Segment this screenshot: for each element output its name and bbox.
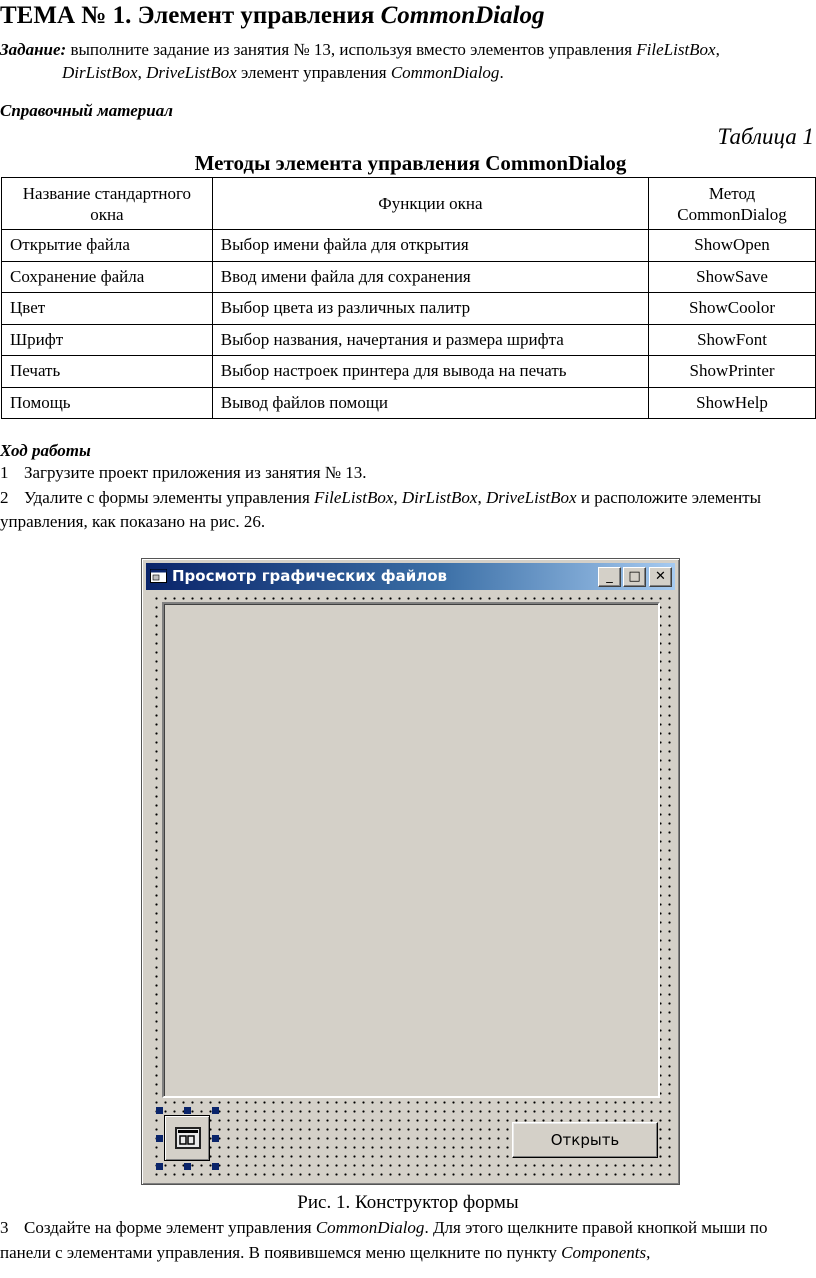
page-title: ТЕМА № 1. Элемент управления CommonDialog [0,2,545,29]
selection-handle[interactable] [212,1135,219,1142]
methods-table [1,177,816,419]
dialog-glyph-icon [177,1129,199,1147]
table-cell: ShowOpen [649,230,816,262]
picture-box[interactable] [162,602,660,1098]
table-number: Таблица 1 [717,124,814,149]
table-header-cell: Метод CommonDialog [649,178,816,230]
table-cell: Выбор названия, начертания и размера шрифта [212,324,648,356]
minimize-button[interactable]: _ [598,567,621,587]
table-header-cell: Функции окна [212,178,648,230]
table-cell: Помощь [2,387,213,419]
form-designer-window [141,558,680,1185]
open-button[interactable]: Открыть [512,1122,658,1158]
table-cell: ShowSave [649,261,816,293]
table-row [2,324,816,356]
common-dialog-control[interactable] [164,1115,210,1161]
table-cell: Шрифт [2,324,213,356]
table-row [2,261,816,293]
selection-handle[interactable] [156,1163,163,1170]
selection-handle[interactable] [184,1163,191,1170]
table-cell: ShowFont [649,324,816,356]
step-1: 1 Загрузите проект приложения из занятия № 13. [0,463,367,482]
table-cell: Выбор имени файла для открытия [212,230,648,262]
table-row [2,293,816,325]
task-paragraph: Задание: выполните задание из занятия № 13, используя вместо элементов управления FileListBox, DirListBox, DriveListBox элемент управления CommonDialog. [0,40,720,82]
maximize-button[interactable]: □ [623,567,646,587]
selection-handle[interactable] [212,1163,219,1170]
table-row [2,387,816,419]
table-row [2,356,816,388]
table-row [2,230,816,262]
work-heading: Ход работы [0,441,91,460]
selection-handle[interactable] [156,1135,163,1142]
table-cell: Вывод файлов помощи [212,387,648,419]
reference-heading: Справочный материал [0,101,173,120]
table-cell: Открытие файла [2,230,213,262]
close-button[interactable]: ✕ [649,567,672,587]
step-2: 2 Удалите с формы элементы управления FileListBox, DirListBox, DriveListBox и расположите элементы управления, как показано на рис. 26. [0,487,762,531]
table-cell: Печать [2,356,213,388]
table-cell: ShowCoolor [649,293,816,325]
figure-caption: Рис. 1. Конструктор формы [297,1192,519,1213]
table-cell: Выбор настроек принтера для вывода на печать [212,356,648,388]
step-3: 3 Создайте на форме элемент управления CommonDialog. Для этого щелкните правой кнопкой мыши по панели с элементами управления. В появившемся меню щелкните по пункту Components, [0,1218,768,1262]
common-dialog-icon [175,1127,201,1149]
steps-list [0,461,816,535]
form-title: Просмотр графических файлов [172,567,448,585]
table-cell: Сохранение файла [2,261,213,293]
table-header-cell: Название стандартного окна [2,178,213,230]
table-cell: Цвет [2,293,213,325]
table-cell: Ввод имени файла для сохранения [212,261,648,293]
form-client-area[interactable] [150,592,673,1178]
selection-handle[interactable] [184,1107,191,1114]
table-header-row [2,178,816,230]
table-title: Методы элемента управления CommonDialog [194,151,627,175]
table-cell: ShowPrinter [649,356,816,388]
form-window-icon [150,569,167,583]
form-titlebar[interactable] [146,563,675,590]
table-cell: Выбор цвета из различных палитр [212,293,648,325]
table-cell: ShowHelp [649,387,816,419]
selection-handle[interactable] [212,1107,219,1114]
selection-handle[interactable] [156,1107,163,1114]
